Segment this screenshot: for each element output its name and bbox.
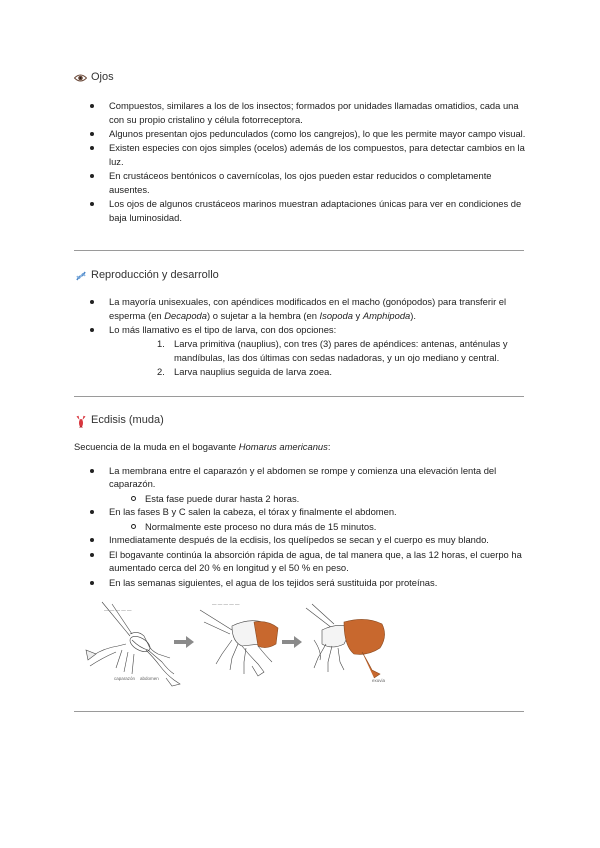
bullet-list <box>74 505 526 519</box>
heading-text: Ojos <box>91 71 114 84</box>
list-item: La membrana entre el caparazón y el abdomen se rompe y comienza una elevación lenta del caparazón. <box>74 464 526 491</box>
list-item: Algunos presentan ojos pedunculados (como los cangrejos), lo que les permite mayor campo visual. <box>74 127 526 141</box>
lobster-stage-c <box>306 604 385 678</box>
divider <box>74 250 524 251</box>
item-number: 1. <box>157 338 165 350</box>
list-item: Lo más llamativo es el tipo de larva, con dos opciones: <box>74 323 526 337</box>
list-item: Existen especies con ojos simples (ocelos) además de los compuestos, para detectar cambios en la luz. <box>74 141 526 168</box>
section-heading <box>74 269 526 283</box>
section-heading <box>74 414 526 428</box>
divider <box>74 396 524 397</box>
taxon: Isopoda <box>319 309 353 321</box>
figure-label: abdomen <box>140 676 159 681</box>
item-number: 2. <box>157 365 165 377</box>
text: : <box>327 441 331 452</box>
section-ojos <box>74 71 526 225</box>
text: Larva primitiva (nauplius), con tres (3) pares de apéndices: antenas, anténulas y mandíbulas, las dos últimas con sedas nadadoras, y un ojo mediano y central. <box>174 338 508 363</box>
lobster-icon <box>74 415 87 428</box>
sub-item: Esta fase puede durar hasta 2 horas. <box>74 492 526 506</box>
text: ). <box>410 309 416 321</box>
text: La mayoría unisexuales, con apéndices modificados en el macho (gonópodos) para transferir el esperma (en <box>109 296 507 321</box>
intro-paragraph <box>74 440 526 454</box>
section-heading <box>74 71 526 85</box>
divider <box>74 711 524 712</box>
list-item: En las fases B y C salen la cabeza, el tórax y finalmente el abdomen. <box>74 505 526 519</box>
list-item: Compuestos, similares a los de los insectos; formados por unidades llamadas omatidios, cada una con su propio cristalino y célula fotorreceptora. <box>74 99 526 126</box>
list-item: El bogavante continúa la absorción rápida de agua, de tal manera que, a las 12 horas, el cuerpo ha aumentado cerca del 20 % en longitud y el 50 % en peso. <box>74 548 526 575</box>
section-ecdisis <box>74 414 526 590</box>
lobster-stage-a <box>86 602 180 686</box>
figure-annotation: — — — — — <box>104 608 132 613</box>
text: Secuencia de la muda en el bogavante <box>74 441 239 452</box>
section-reproduccion <box>74 269 526 378</box>
sub-list <box>74 520 526 534</box>
list-item: Los ojos de algunos crustáceos marinos muestran adaptaciones únicas para ver en condiciones de baja luminosidad. <box>74 197 526 224</box>
numbered-item <box>74 365 526 379</box>
bullet-list <box>74 295 526 337</box>
taxon: Amphipoda <box>362 309 411 321</box>
bullet-list <box>74 99 526 225</box>
figure-label: caparazón <box>114 676 136 681</box>
eye-icon <box>74 72 87 85</box>
dna-icon <box>74 270 87 283</box>
lobster-stage-b <box>200 610 278 676</box>
species-name: Homarus americanus <box>238 441 328 452</box>
heading-text: Ecdisis (muda) <box>91 414 164 427</box>
heading-text: Reproducción y desarrollo <box>91 269 219 282</box>
list-item <box>74 295 526 322</box>
figure-label: exuvia <box>372 678 386 683</box>
bullet-list <box>74 533 526 589</box>
sub-item: Normalmente este proceso no dura más de 15 minutos. <box>74 520 526 534</box>
arrow-icon <box>282 636 302 648</box>
arrow-icon <box>174 636 194 648</box>
text: Larva nauplius seguida de larva zoea. <box>174 365 332 377</box>
sub-list <box>74 492 526 506</box>
list-item: En crustáceos bentónicos o cavernícolas, los ojos pueden estar reducidos o completamente ausentes. <box>74 169 526 196</box>
numbered-item <box>74 337 526 364</box>
taxon: Decapoda <box>164 309 207 321</box>
molting-sequence-figure <box>82 600 392 692</box>
list-item: Inmediatamente después de la ecdisis, los quelípedos se secan y el cuerpo es muy blando. <box>74 533 526 547</box>
bullet-list <box>74 464 526 491</box>
text: ) o sujetar a la hembra (en <box>206 309 320 321</box>
text: y <box>352 309 363 321</box>
figure-annotation: — — — — — <box>212 602 240 607</box>
numbered-list <box>74 337 526 378</box>
list-item: En las semanas siguientes, el agua de los tejidos será sustituida por proteínas. <box>74 576 526 590</box>
